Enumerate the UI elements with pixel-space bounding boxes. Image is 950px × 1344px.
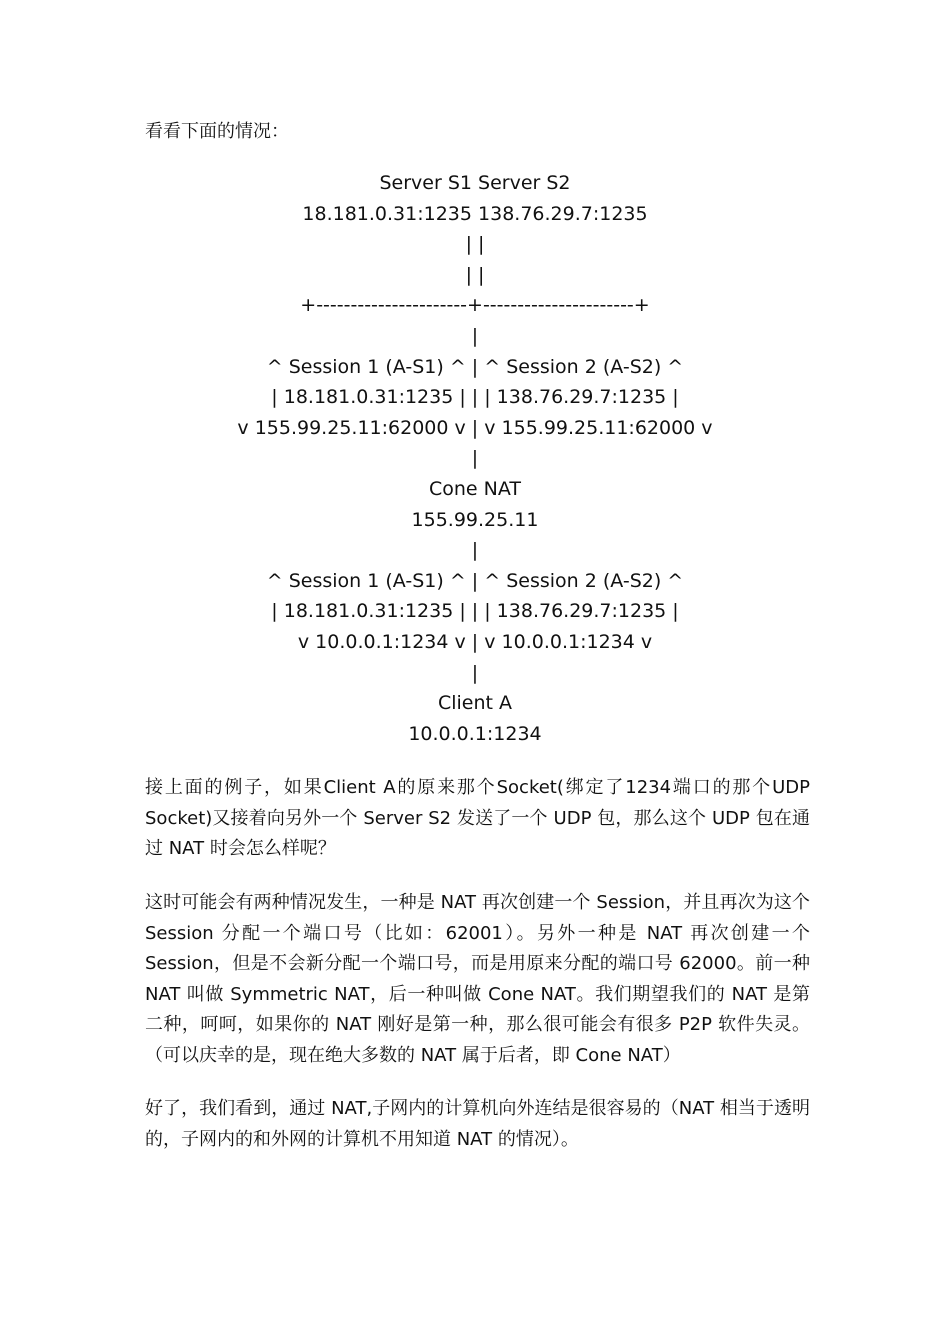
diagram-line: Client A <box>437 692 513 715</box>
diagram-line: Cone NAT <box>428 477 521 500</box>
diagram-line: | 18.181.0.31:1235 | | | 138.76.29.7:1235 | <box>271 600 679 623</box>
diagram-line: ^ Session 1 (A-S1) ^ | ^ Session 2 (A-S2) ^ <box>266 355 684 378</box>
diagram-line: | <box>471 324 479 347</box>
diagram-line: | 18.181.0.31:1235 | | | 138.76.29.7:1235 | <box>271 386 679 409</box>
diagram-line: | <box>471 447 479 470</box>
diagram-line: 18.181.0.31:1235 138.76.29.7:1235 <box>302 202 648 225</box>
diagram-line: | | <box>465 263 485 286</box>
diagram-line: v 10.0.0.1:1234 v | v 10.0.0.1:1234 v <box>297 630 653 653</box>
intro-text: 看看下面的情况： <box>145 121 289 142</box>
diagram-line: v 155.99.25.11:62000 v | v 155.99.25.11:62000 v <box>237 416 713 439</box>
nat-ascii-diagram <box>120 168 830 749</box>
diagram-line: ^ Session 1 (A-S1) ^ | ^ Session 2 (A-S2) ^ <box>266 569 684 592</box>
body-paragraph: 接上面的例子，如果Client A的原来那个Socket(绑定了1234端口的那个UDP Socket)又接着向另外一个 Server S2 发送了一个 UDP 包，那么这个 UDP 包在通过 NAT 时会怎么样呢？ <box>145 777 810 859</box>
diagram-line: Server S1 Server S2 <box>379 172 571 194</box>
diagram-line: 10.0.0.1:1234 <box>408 722 542 745</box>
diagram-line: | | <box>465 233 485 256</box>
diagram-line: | <box>471 539 479 562</box>
diagram-line: | <box>471 661 479 684</box>
diagram-line: 155.99.25.11 <box>411 508 539 531</box>
body-paragraph: 这时可能会有两种情况发生，一种是 NAT 再次创建一个 Session，并且再次为这个 Session 分配一个端口号（比如：62001）。另外一种是 NAT 再次创建一个 Session，但是不会新分配一个端口号，而是用原来分配的端口号 62000。前一种 NAT 叫做 Symmetric NAT，后一种叫做 Cone NAT。我们期望我们的 NAT 是第二种，呵呵，如果你的 NAT 刚好是第一种，那么很可能会有很多 P2P 软件失灵。（可以庆幸的是，现在绝大多数的 NAT 属于后者，即 Cone NAT） <box>145 892 810 1066</box>
diagram-line: +----------------------+----------------------+ <box>300 294 650 317</box>
body-paragraph: 好了，我们看到，通过 NAT,子网内的计算机向外连结是很容易的（NAT 相当于透明的，子网内的和外网的计算机不用知道 NAT 的情况）。 <box>145 1098 810 1150</box>
